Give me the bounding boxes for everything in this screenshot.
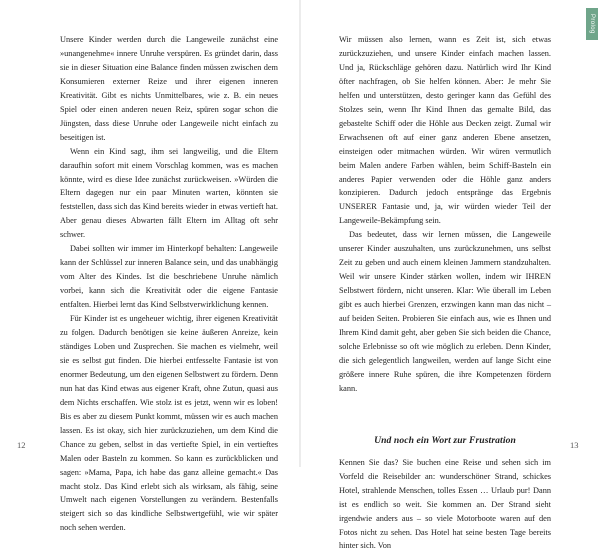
section-heading: Und noch ein Wort zur Frustration: [374, 434, 516, 446]
paragraph: Wir müssen also lernen, wann es Zeit ist, sich etwas zurückzuziehen, und unsere Kinder einfach machen lassen. Und ja, Rückschläge gehören dazu. Natürlich wird Ihr Kind öfter nachfragen, ob Sie helfen können. Aber: Je mehr Sie helfen und unterstützen, desto geringer kann das Gefühl des Stolzes sein, wenn Ihr Kind Ihnen das gemalte Bild, das gebastelte Schiff oder die Höhle aus Decken zeigt. Zumal wir Erwachsenen oft auf einer ganz anderen Ebene ansetzen, einsteigen oder mitmachen würden. Wir würen vermutlich beim Malen andere Farben wählen, beim Schiff-Basteln ein anderes Papier verwenden oder die Höhle ganz anders konzipieren. Dadurch jedoch entspränge das Ergebnis UNSERER Fantasie und, ja, wir würden wieder Teil der Langeweile-Bekämpfung sein.: [339, 35, 551, 226]
page-number-left: 12: [17, 440, 26, 450]
page-number-right: 13: [570, 440, 579, 450]
paragraph: Dabei sollten wir immer im Hinterkopf behalten: Langeweile kann der Schlüssel zur inneren Balance sein, und das unabhängig vom Alter des Kindes. Ist die beschriebene Unruhe nämlich vorbei, kann sich die Kreativität oder die eigene Fantasie entfalten. Hierbei lernt das Kind Selbstverwirklichung kennen.: [60, 244, 278, 310]
paragraph: Das bedeutet, dass wir lernen müssen, die Langeweile unserer Kinder auszuhalten, uns zurückzunehmen, uns selbst Zeit zu geben und auch einem kleinen Jammern standzuhalten. Weil wir unsere Kinder stärken wollen, indem wir IHREN Selbstwert fördern, nicht unseren. Klar: Wie überall im Leben gibt es auch hierbei Grenzen, erzwingen kann man das nicht – auf beiden Seiten. Probieren Sie einfach aus, wie es Ihnen und Ihrem Kind damit geht, aber geben Sie sich beiden die Chance, solche Erlebnisse so oft wie möglich zu erleben. Denn Kinder, die sich gelegentlich langweilen, werden auf lange Sicht eine größere innere Ruhe spüren, die ihre Kompetenzen fördern kann.: [339, 230, 551, 393]
paragraph: Wenn ein Kind sagt, ihm sei langweilig, und die Eltern daraufhin sofort mit einem Vorschlag kommen, was es machen könnte, wird es diese Idee zunächst zurückweisen. »Würden die Eltern dagegen nur ein paar Minuten warten, könnten sie feststellen, dass sich das Kind bereits wieder in etwas vertieft hat. Aber genau dieses Abwarten fällt Eltern im Alltag oft sehr schwer.: [60, 146, 278, 240]
left-page: [0, 0, 300, 533]
right-page: [300, 0, 600, 551]
left-text-column: [60, 33, 278, 535]
paragraph: Für Kinder ist es ungeheuer wichtig, ihrer eigenen Kreativität zu folgen. Dadurch benötigen sie keine äußeren Anreize, kein ständiges Loben und Zusprechen. Sie machen es vielmehr, weil sie es selbst gut finden. Die hierbei entfesselte Fantasie ist von enormer Bedeutung, um den eigenen Selbstwert zu fördern. Denn nun hat das Kind etwas aus eigener Kraft, ohne Zutun, quasi aus dem Nichts erschaffen. Wie stolz ist es jetzt, wenn wir es loben! Bis es aber zu diesem Punkt kommt, müssen wir es auch machen lassen. Es ist okay, sich hier zurückzuziehen, um dem Kind die Chance zu geben, selbst in das vertiefte Spiel, in ein vertieftes Malen oder Basteln zu kommen. So kann es zurückblicken und sagen: »Mama, Papa, ich habe das ganz alleine gemacht.« Das macht stolz. Das Kind erlebt sich als wirksam, als fähig, seine Umwelt nach eigenen Vorstellungen zu verändern. Bestenfalls steigert sich so das kindliche Selbstwertgefühl, wie wir später noch sehen werden.: [60, 314, 278, 533]
paragraph: Kennen Sie das? Sie buchen eine Reise und sehen sich im Vorfeld die Reisebilder an: wunderschöner Strand, schickes Hotel, strahlende Menschen, tolles Essen … Urlaub pur! Dann ist es endlich so weit. Sie kommen an. Der Strand sieht irgendwie anders aus – so viele Motorboote waren auf den Fotos nicht zu sehen. Das Hotel hat seine besten Tage bereits hinter sich. Von: [339, 457, 551, 551]
right-text-column: [339, 33, 551, 553]
paragraph: Unsere Kinder werden durch die Langeweile zunächst eine »unangenehme« innere Unruhe verspüren. Es gründet darin, dass sie in dieser Situation eine Balance finden müssen zwischen dem Konsumieren externer Reize und ihrer eigenen inneren Kreativität. Gibt es nichts Unmittelbares, wie z. B. ein neues Spiel oder einen anderen neuen Reiz, spüren sogar schon die Jüngsten, dass diese Unruhe oder Langeweile nicht einfach zu beseitigen ist.: [60, 35, 278, 142]
chapter-tab: [586, 8, 598, 40]
chapter-tab-label: Prolog: [589, 14, 595, 34]
